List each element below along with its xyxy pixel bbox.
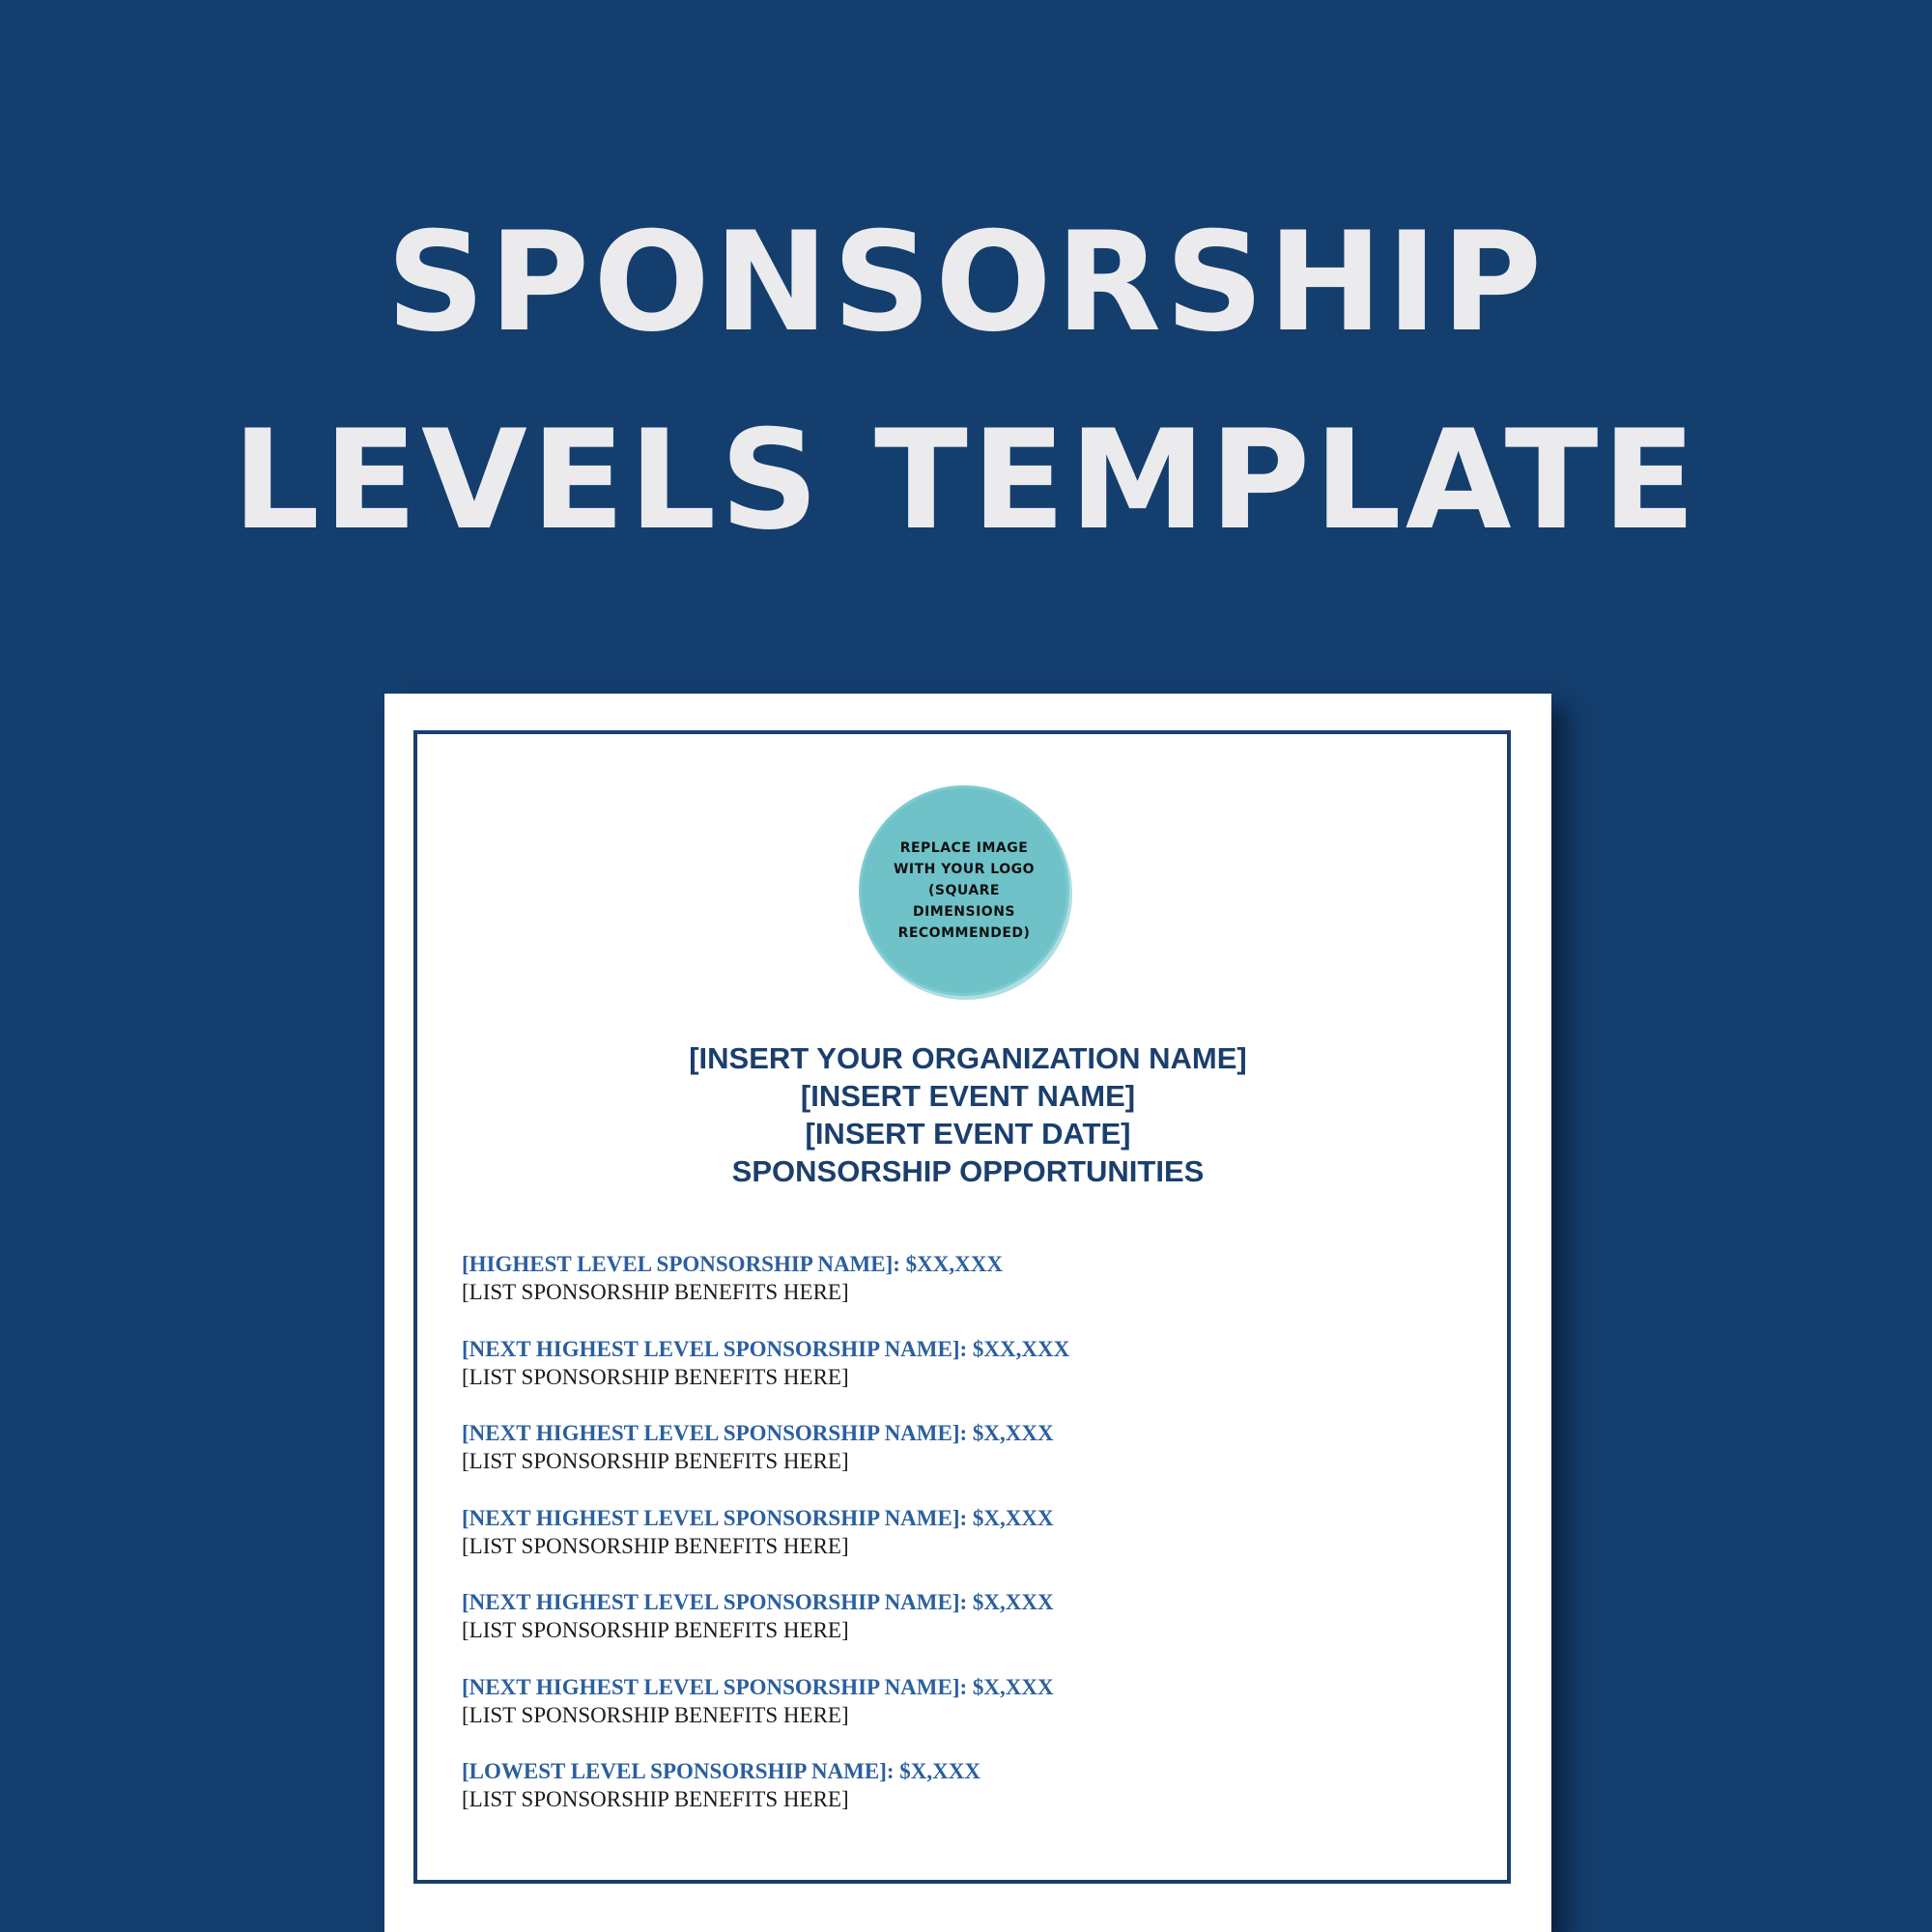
hero-title-line2: LEVELS TEMPLATE	[232, 401, 1700, 560]
sponsorship-level	[462, 1419, 1428, 1504]
logo-text-line4: DIMENSIONS	[912, 904, 1016, 920]
organization-name: [INSERT YOUR ORGANIZATION NAME]	[689, 1041, 1247, 1075]
sponsorship-level	[462, 1673, 1428, 1758]
sponsorship-level	[462, 1588, 1428, 1673]
level-benefits: [LIST SPONSORSHIP BENEFITS HERE]	[462, 1533, 849, 1558]
logo-text-line5: RECOMMENDED)	[897, 925, 1031, 941]
logo-placeholder	[862, 788, 1066, 993]
logo-placeholder-text	[882, 838, 1046, 944]
logo-text-line1: REPLACE IMAGE	[899, 840, 1029, 856]
logo-text-line2: WITH YOUR LOGO	[893, 862, 1036, 877]
sponsorship-level	[462, 1757, 1428, 1842]
level-benefits: [LIST SPONSORSHIP BENEFITS HERE]	[462, 1787, 849, 1811]
level-name: [NEXT HIGHEST LEVEL SPONSORSHIP NAME]: $X,XXX	[462, 1674, 1054, 1699]
level-name: [NEXT HIGHEST LEVEL SPONSORSHIP NAME]: $XX,XXX	[462, 1336, 1070, 1361]
sponsorship-level	[462, 1504, 1428, 1589]
level-benefits: [LIST SPONSORSHIP BENEFITS HERE]	[462, 1280, 849, 1304]
sponsorship-level	[462, 1335, 1428, 1420]
level-benefits: [LIST SPONSORSHIP BENEFITS HERE]	[462, 1449, 849, 1473]
level-name: [NEXT HIGHEST LEVEL SPONSORSHIP NAME]: $X,XXX	[462, 1421, 1054, 1445]
level-name: [NEXT HIGHEST LEVEL SPONSORSHIP NAME]: $X,XXX	[462, 1505, 1054, 1530]
level-name: [NEXT HIGHEST LEVEL SPONSORSHIP NAME]: $X,XXX	[462, 1590, 1054, 1614]
sponsorship-levels-list	[462, 1250, 1428, 1842]
level-benefits: [LIST SPONSORSHIP BENEFITS HERE]	[462, 1702, 849, 1727]
level-benefits: [LIST SPONSORSHIP BENEFITS HERE]	[462, 1618, 849, 1642]
hero-title	[0, 184, 1932, 580]
level-benefits: [LIST SPONSORSHIP BENEFITS HERE]	[462, 1364, 849, 1389]
logo-text-line3: (SQUARE	[928, 883, 1000, 898]
hero-title-line1: SPONSORSHIP	[385, 203, 1547, 362]
document-preview	[384, 694, 1551, 1932]
event-name: [INSERT EVENT NAME]	[800, 1079, 1136, 1113]
document-subtitle: SPONSORSHIP OPPORTUNITIES	[731, 1154, 1205, 1188]
document-header	[384, 1039, 1551, 1190]
event-date: [INSERT EVENT DATE]	[805, 1117, 1131, 1151]
level-name: [HIGHEST LEVEL SPONSORSHIP NAME]: $XX,XXX	[462, 1252, 1003, 1276]
sponsorship-level	[462, 1250, 1428, 1335]
level-name: [LOWEST LEVEL SPONSORSHIP NAME]: $X,XXX	[462, 1759, 980, 1783]
